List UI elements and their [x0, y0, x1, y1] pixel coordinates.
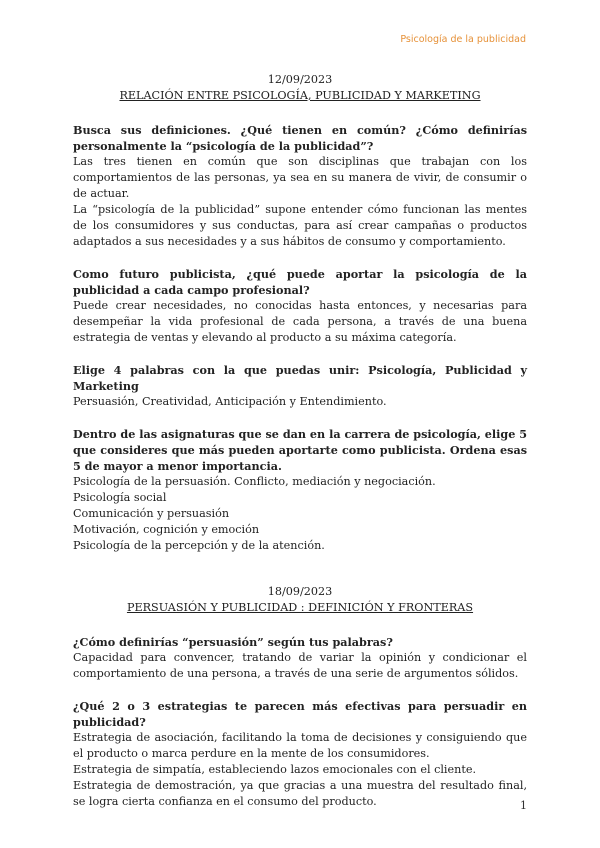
question: ¿Qué 2 o 3 estrategias te parecen más efectivas para persuadir en publicidad?	[73, 699, 527, 729]
answer: Capacidad para convencer, tratando de variar la opinión y condicionar el comportamiento de una persona, a través de una serie de argumentos sólidos.	[73, 651, 527, 680]
question: Como futuro publicista, ¿qué puede aportar la psicología de la publicidad a cada campo profesional?	[73, 267, 527, 297]
list-item: Psicología de la persuasión. Conflicto, mediación y negociación.	[73, 475, 436, 488]
question: Dentro de las asignaturas que se dan en la carrera de psicología, elige 5 que consideres que más pueden aportarte como publicista. Ordena esas 5 de mayor a menor importancia.	[73, 427, 528, 473]
answer: Estrategia de asociación, facilitando la toma de decisiones y consiguiendo que el producto o marca perdure en la mente de los consumidores.	[73, 731, 527, 760]
question: Elige 4 palabras con la que puedas unir: Psicología, Publicidad y Marketing	[73, 363, 527, 393]
section-title: RELACIÓN ENTRE PSICOLOGÍA, PUBLICIDAD Y MARKETING	[119, 89, 481, 102]
question: Busca sus definiciones. ¿Qué tienen en común? ¿Cómo definirías personalmente la “psicología de la publicidad”?	[73, 123, 527, 153]
answer: Persuasión, Creatividad, Anticipación y Entendimiento.	[73, 395, 387, 408]
answer: Las tres tienen en común que son disciplinas que trabajan con los comportamientos de las personas, ya sea en su manera de vivir, de consumir o de actuar.	[73, 155, 527, 200]
question: ¿Cómo definirías “persuasión” según tus palabras?	[73, 635, 393, 649]
list-item: Psicología social	[73, 491, 167, 504]
answer: Puede crear necesidades, no conocidas hasta entonces, y necesarias para desempeñar la vida profesional de cada persona, a través de una buena estrategia de ventas y elevando al producto a su máxima categoría.	[73, 299, 527, 344]
section-title: PERSUASIÓN Y PUBLICIDAD : DEFINICIÓN Y FRONTERAS	[126, 601, 474, 614]
page-header: Psicología de la publicidad	[400, 34, 526, 45]
document-body	[73, 72, 527, 810]
answer: Estrategia de simpatía, estableciendo lazos emocionales con el cliente.	[73, 763, 476, 776]
page-number: 1	[520, 799, 527, 812]
list-item: Psicología de la percepción y de la atención.	[73, 539, 325, 552]
section-date: 18/09/2023	[267, 585, 333, 598]
answer: La “psicología de la publicidad” supone entender cómo funcionan las mentes de los consumidores y sus conductas, para así crear campañas o productos adaptados a sus necesidades y a sus hábitos de consumo y comportamiento.	[73, 203, 527, 248]
list-item: Comunicación y persuasión	[73, 507, 230, 520]
list-item: Motivación, cognición y emoción	[73, 523, 260, 536]
answer: Estrategia de demostración, ya que gracias a una muestra del resultado final, se logra cierta confianza en el consumo del producto.	[73, 779, 527, 808]
section-date: 12/09/2023	[267, 73, 333, 86]
